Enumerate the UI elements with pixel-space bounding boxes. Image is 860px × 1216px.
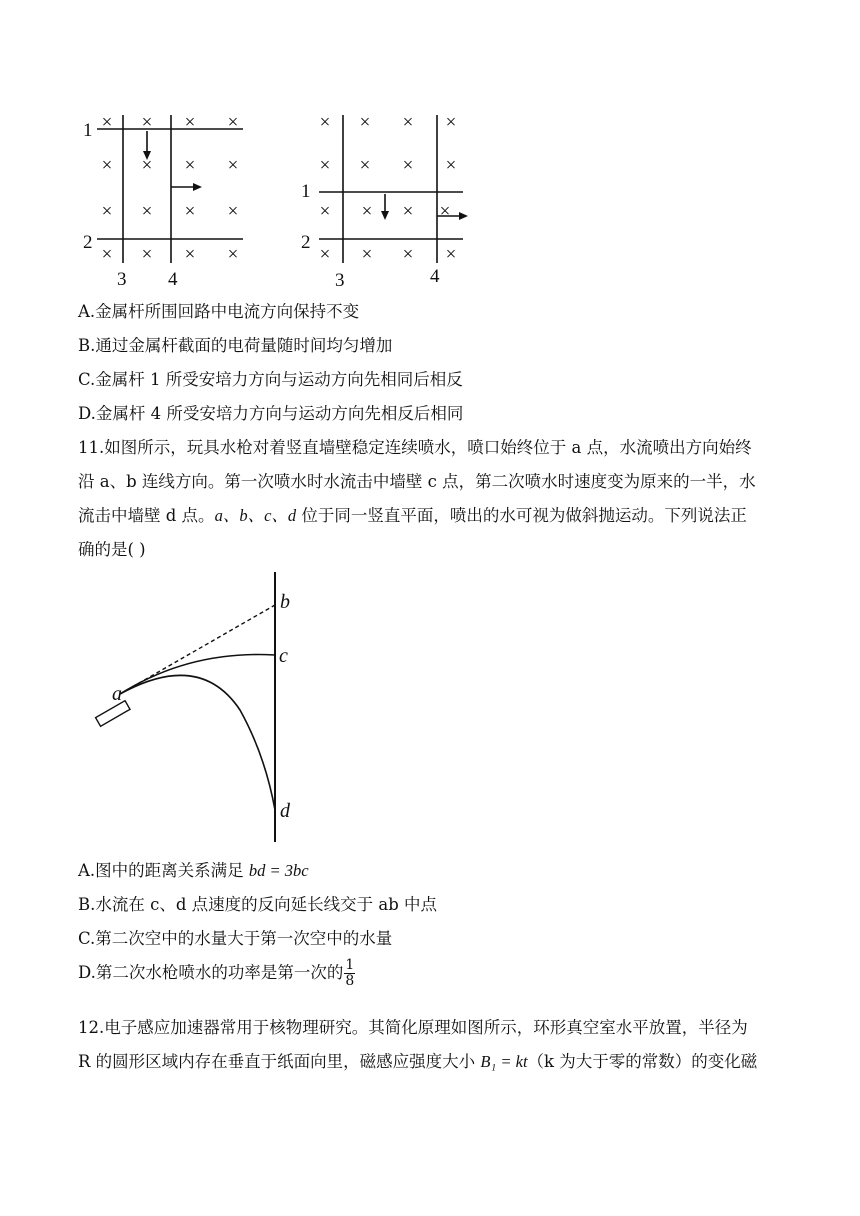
field-cross-mark: ×	[319, 201, 331, 222]
q12-stem-line-1: 12.电子感应加速器常用于核物理研究。其简化原理如图所示，环形真空室水平放置，半径为	[78, 1018, 748, 1037]
field-cross-mark: ×	[184, 244, 196, 265]
field-cross-mark: ×	[359, 112, 371, 133]
point-c-label: c	[279, 645, 288, 667]
q11-option-d-fraction	[344, 958, 355, 989]
field-cross-mark: ×	[227, 112, 239, 133]
field-cross-mark: ×	[361, 244, 373, 265]
field-cross-mark: ×	[445, 155, 457, 176]
field-cross-mark: ×	[319, 155, 331, 176]
right-label-3: 3	[335, 270, 345, 290]
field-cross-mark: ×	[319, 112, 331, 133]
field-cross-mark: ×	[361, 201, 373, 222]
q11-points-italic: a、b、c、d	[214, 506, 297, 525]
q12-field-formula: B₁ = kt	[480, 1052, 528, 1071]
q11-option-a-math: bd = 3bc	[248, 861, 309, 880]
point-b-label: b	[280, 591, 290, 613]
q12-stem-line-2-post: （k 为大于零的常数）的变化磁	[527, 1052, 758, 1071]
field-cross-mark: ×	[141, 244, 153, 265]
field-cross-mark: ×	[101, 155, 113, 176]
field-cross-mark: ×	[101, 112, 113, 133]
q11-stem-line-4: 确的是( )	[78, 540, 146, 559]
left-label-4: 4	[168, 269, 178, 290]
field-cross-mark: ×	[184, 201, 196, 222]
field-cross-mark: ×	[439, 201, 451, 222]
q12-stem-line-2	[78, 1051, 757, 1073]
right-label-1: 1	[301, 181, 311, 202]
field-cross-mark: ×	[141, 201, 153, 222]
q12-stem-line-2-pre: R 的圆形区域内存在垂直于纸面向里，磁感应强度大小	[78, 1052, 481, 1071]
field-cross-mark: ×	[227, 155, 239, 176]
field-cross-mark: ×	[101, 201, 113, 222]
q10-option-c: C.金属杆 1 所受安培力方向与运动方向先相同后相反	[78, 370, 463, 389]
field-cross-mark: ×	[141, 112, 153, 133]
left-label-2: 2	[83, 232, 93, 253]
point-d-label: d	[280, 800, 290, 822]
q11-stem-line-2: 沿 a、b 连线方向。第一次喷水时水流击中墙壁 c 点，第二次喷水时速度变为原来的一半，水	[78, 472, 756, 491]
field-cross-mark: ×	[445, 112, 457, 133]
right-label-2: 2	[301, 232, 311, 253]
field-cross-mark: ×	[359, 155, 371, 176]
q10-option-a: A.金属杆所围回路中电流方向保持不变	[78, 302, 360, 321]
right-label-4: 4	[430, 266, 440, 287]
q10-option-d: D.金属杆 4 所受安培力方向与运动方向先相反后相同	[78, 404, 464, 423]
field-cross-mark: ×	[101, 244, 113, 265]
q11-option-d	[78, 958, 355, 989]
left-label-1: 1	[83, 120, 93, 141]
field-cross-mark: ×	[402, 155, 414, 176]
field-cross-mark: ×	[184, 112, 196, 133]
field-cross-mark: ×	[227, 244, 239, 265]
q11-option-a-text: A.图中的距离关系满足	[78, 861, 249, 880]
q11-stem-line-3	[78, 505, 747, 527]
field-cross-mark: ×	[141, 155, 153, 176]
point-a-label: a	[112, 683, 122, 705]
field-cross-mark: ×	[402, 244, 414, 265]
q11-stem-line-1: 11.如图所示，玩具水枪对着竖直墙壁稳定连续喷水，喷口始终位于 a 点，水流喷出方向始终	[78, 438, 752, 457]
q11-option-c: C.第二次空中的水量大于第一次空中的水量	[78, 929, 393, 948]
field-cross-mark: ×	[445, 244, 457, 265]
left-label-3: 3	[117, 269, 127, 290]
rail-circuit-figures	[75, 105, 475, 290]
q11-stem-line-3-post: 位于同一竖直平面，喷出的水可视为做斜抛运动。下列说法正	[296, 506, 747, 525]
fraction-numerator: 1	[345, 957, 355, 973]
field-cross-mark: ×	[402, 201, 414, 222]
field-cross-mark: ×	[184, 155, 196, 176]
q11-option-b: B.水流在 c、d 点速度的反向延长线交于 ab 中点	[78, 895, 438, 914]
q10-option-b: B.通过金属杆截面的电荷量随时间均匀增加	[78, 336, 393, 355]
fraction-denominator: 8	[345, 973, 355, 989]
q11-option-a	[78, 860, 309, 882]
field-cross-mark: ×	[319, 244, 331, 265]
field-cross-mark: ×	[402, 112, 414, 133]
q11-stem-line-3-pre: 流击中墙壁 d 点。	[78, 506, 215, 525]
field-cross-mark: ×	[227, 201, 239, 222]
q11-option-d-text: D.第二次水枪喷水的功率是第一次的	[78, 963, 344, 982]
projectile-figure	[80, 570, 310, 845]
